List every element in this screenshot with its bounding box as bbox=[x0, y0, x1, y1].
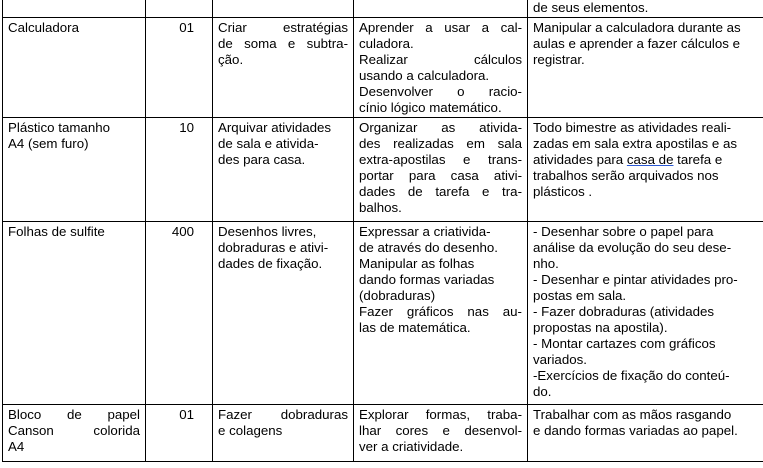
text-line: Desenvolver o racio- bbox=[359, 84, 522, 99]
materials-table bbox=[2, 0, 763, 462]
text-fragment: atividades para bbox=[533, 152, 627, 167]
text-line: propostas na apostila). bbox=[533, 320, 668, 335]
text-line: zadas em sala extra apostilas e as bbox=[533, 136, 737, 151]
text-line: (dobraduras) bbox=[359, 288, 436, 303]
description-cell bbox=[354, 222, 528, 405]
quantity: 01 bbox=[179, 407, 194, 422]
description-cell bbox=[354, 405, 528, 462]
text-line: do. bbox=[533, 384, 552, 399]
text-line: dades de tarefa e tra- bbox=[359, 184, 522, 199]
text-line: Manipular as folhas bbox=[359, 256, 475, 271]
use-cell bbox=[528, 118, 763, 222]
objective-cell bbox=[213, 0, 354, 18]
text-fragment: tarefa e bbox=[673, 152, 723, 167]
text-line bbox=[533, 152, 758, 168]
text-line: -Exercícios de fixação do conteú- bbox=[533, 368, 730, 383]
text-line: lhar cores e desenvol- bbox=[359, 423, 522, 438]
text-line: dades de fixação. bbox=[218, 256, 323, 271]
text-line: ção. bbox=[218, 52, 244, 67]
text-line: de sala e ativida- bbox=[218, 136, 319, 151]
use-cell bbox=[528, 222, 763, 405]
qty-cell bbox=[146, 18, 213, 118]
text-line: ver a criatividade. bbox=[359, 439, 464, 454]
table-row bbox=[3, 18, 763, 118]
objective-cell bbox=[213, 118, 354, 222]
text-line: nho. bbox=[533, 256, 559, 271]
text-line: usando a calculadora. bbox=[359, 68, 490, 83]
text-line: trabalhos serão arquivados nos bbox=[533, 168, 719, 183]
item-cell bbox=[3, 0, 146, 18]
underlined-text: casa de bbox=[626, 152, 674, 167]
objective-cell bbox=[213, 18, 354, 118]
text-line: las de matemática. bbox=[359, 320, 471, 335]
quantity: 10 bbox=[179, 120, 194, 135]
text-line: Aprender a usar a cal- bbox=[359, 20, 522, 35]
text-line: dobraduras e ativi- bbox=[218, 240, 329, 255]
table-row bbox=[3, 0, 763, 18]
qty-cell bbox=[146, 118, 213, 222]
item-name: Bloco de papel bbox=[8, 407, 140, 422]
item-name: A4 (sem furo) bbox=[8, 136, 89, 151]
text-line: Arquivar atividades bbox=[218, 120, 332, 135]
description-cell bbox=[354, 118, 528, 222]
text-line: Todo bimestre as atividades reali- bbox=[533, 120, 732, 135]
text-line: Fazer dobraduras bbox=[218, 407, 348, 422]
objective-cell bbox=[213, 222, 354, 405]
text-line: Desenhos livres, bbox=[218, 224, 317, 239]
text-line: Organizar as ativida- bbox=[359, 120, 522, 135]
text-line: - Desenhar sobre o papel para bbox=[533, 224, 714, 239]
text-line: cínio lógico matemático. bbox=[359, 100, 502, 115]
text-line: e colagens bbox=[218, 423, 283, 438]
text-line: - Fazer dobraduras (atividades bbox=[533, 304, 715, 319]
item-cell bbox=[3, 118, 146, 222]
item-cell bbox=[3, 405, 146, 462]
quantity: 01 bbox=[179, 20, 194, 35]
text-line: des para casa. bbox=[218, 152, 306, 167]
description-cell bbox=[354, 0, 528, 18]
use-cell bbox=[528, 0, 763, 18]
item-name: Folhas de sulfite bbox=[8, 224, 105, 239]
text-line: Fazer gráficos nas au- bbox=[359, 304, 522, 319]
item-name: Calculadora bbox=[8, 20, 79, 35]
description-cell bbox=[354, 18, 528, 118]
use-cell bbox=[528, 18, 763, 118]
text-line: e dando formas variadas ao papel. bbox=[533, 423, 738, 438]
text-line: Realizar cálculos bbox=[359, 52, 522, 67]
text-line: - Montar cartazes com gráficos bbox=[533, 336, 716, 351]
qty-cell bbox=[146, 0, 213, 18]
text-line: dando formas variadas bbox=[359, 272, 495, 287]
quantity: 400 bbox=[171, 224, 194, 239]
text-line: postas em sala. bbox=[533, 288, 627, 303]
item-name: Plástico tamanho bbox=[8, 120, 110, 135]
table-row bbox=[3, 222, 763, 405]
text-line: Explorar formas, traba- bbox=[359, 407, 522, 422]
text-line: Expressar a criativida- bbox=[359, 224, 491, 239]
qty-cell bbox=[146, 405, 213, 462]
text-line: - Desenhar e pintar atividades pro- bbox=[533, 272, 738, 287]
text-line: portar para casa ativi- bbox=[359, 168, 522, 183]
qty-cell bbox=[146, 222, 213, 405]
text-line: Criar estratégias bbox=[218, 20, 348, 35]
table-row bbox=[3, 118, 763, 222]
item-cell bbox=[3, 222, 146, 405]
text-line: Manipular a calculadora durante as bbox=[533, 20, 741, 35]
text-line: de através do desenho. bbox=[359, 240, 498, 255]
text-line: des realizadas em sala bbox=[359, 136, 522, 151]
text-line: culadora. bbox=[359, 36, 414, 51]
item-cell bbox=[3, 18, 146, 118]
text-line: registrar. bbox=[533, 52, 585, 67]
text-line: balhos. bbox=[359, 200, 402, 215]
text-line: análise da evolução do seu dese- bbox=[533, 240, 732, 255]
use-cell bbox=[528, 405, 763, 462]
item-name: A4 bbox=[8, 439, 25, 454]
item-name: Canson colorida bbox=[8, 423, 140, 438]
text-line: de seus elementos. bbox=[533, 0, 649, 15]
text-line: variados. bbox=[533, 352, 587, 367]
text-line: de soma e subtra- bbox=[218, 36, 348, 51]
table-row bbox=[3, 405, 763, 462]
text-line: extra-apostilas e trans- bbox=[359, 152, 522, 167]
objective-cell bbox=[213, 405, 354, 462]
text-line: Trabalhar com as mãos rasgando bbox=[533, 407, 732, 422]
text-line: aulas e aprender a fazer cálculos e bbox=[533, 36, 740, 51]
text-line: plásticos . bbox=[533, 184, 593, 199]
